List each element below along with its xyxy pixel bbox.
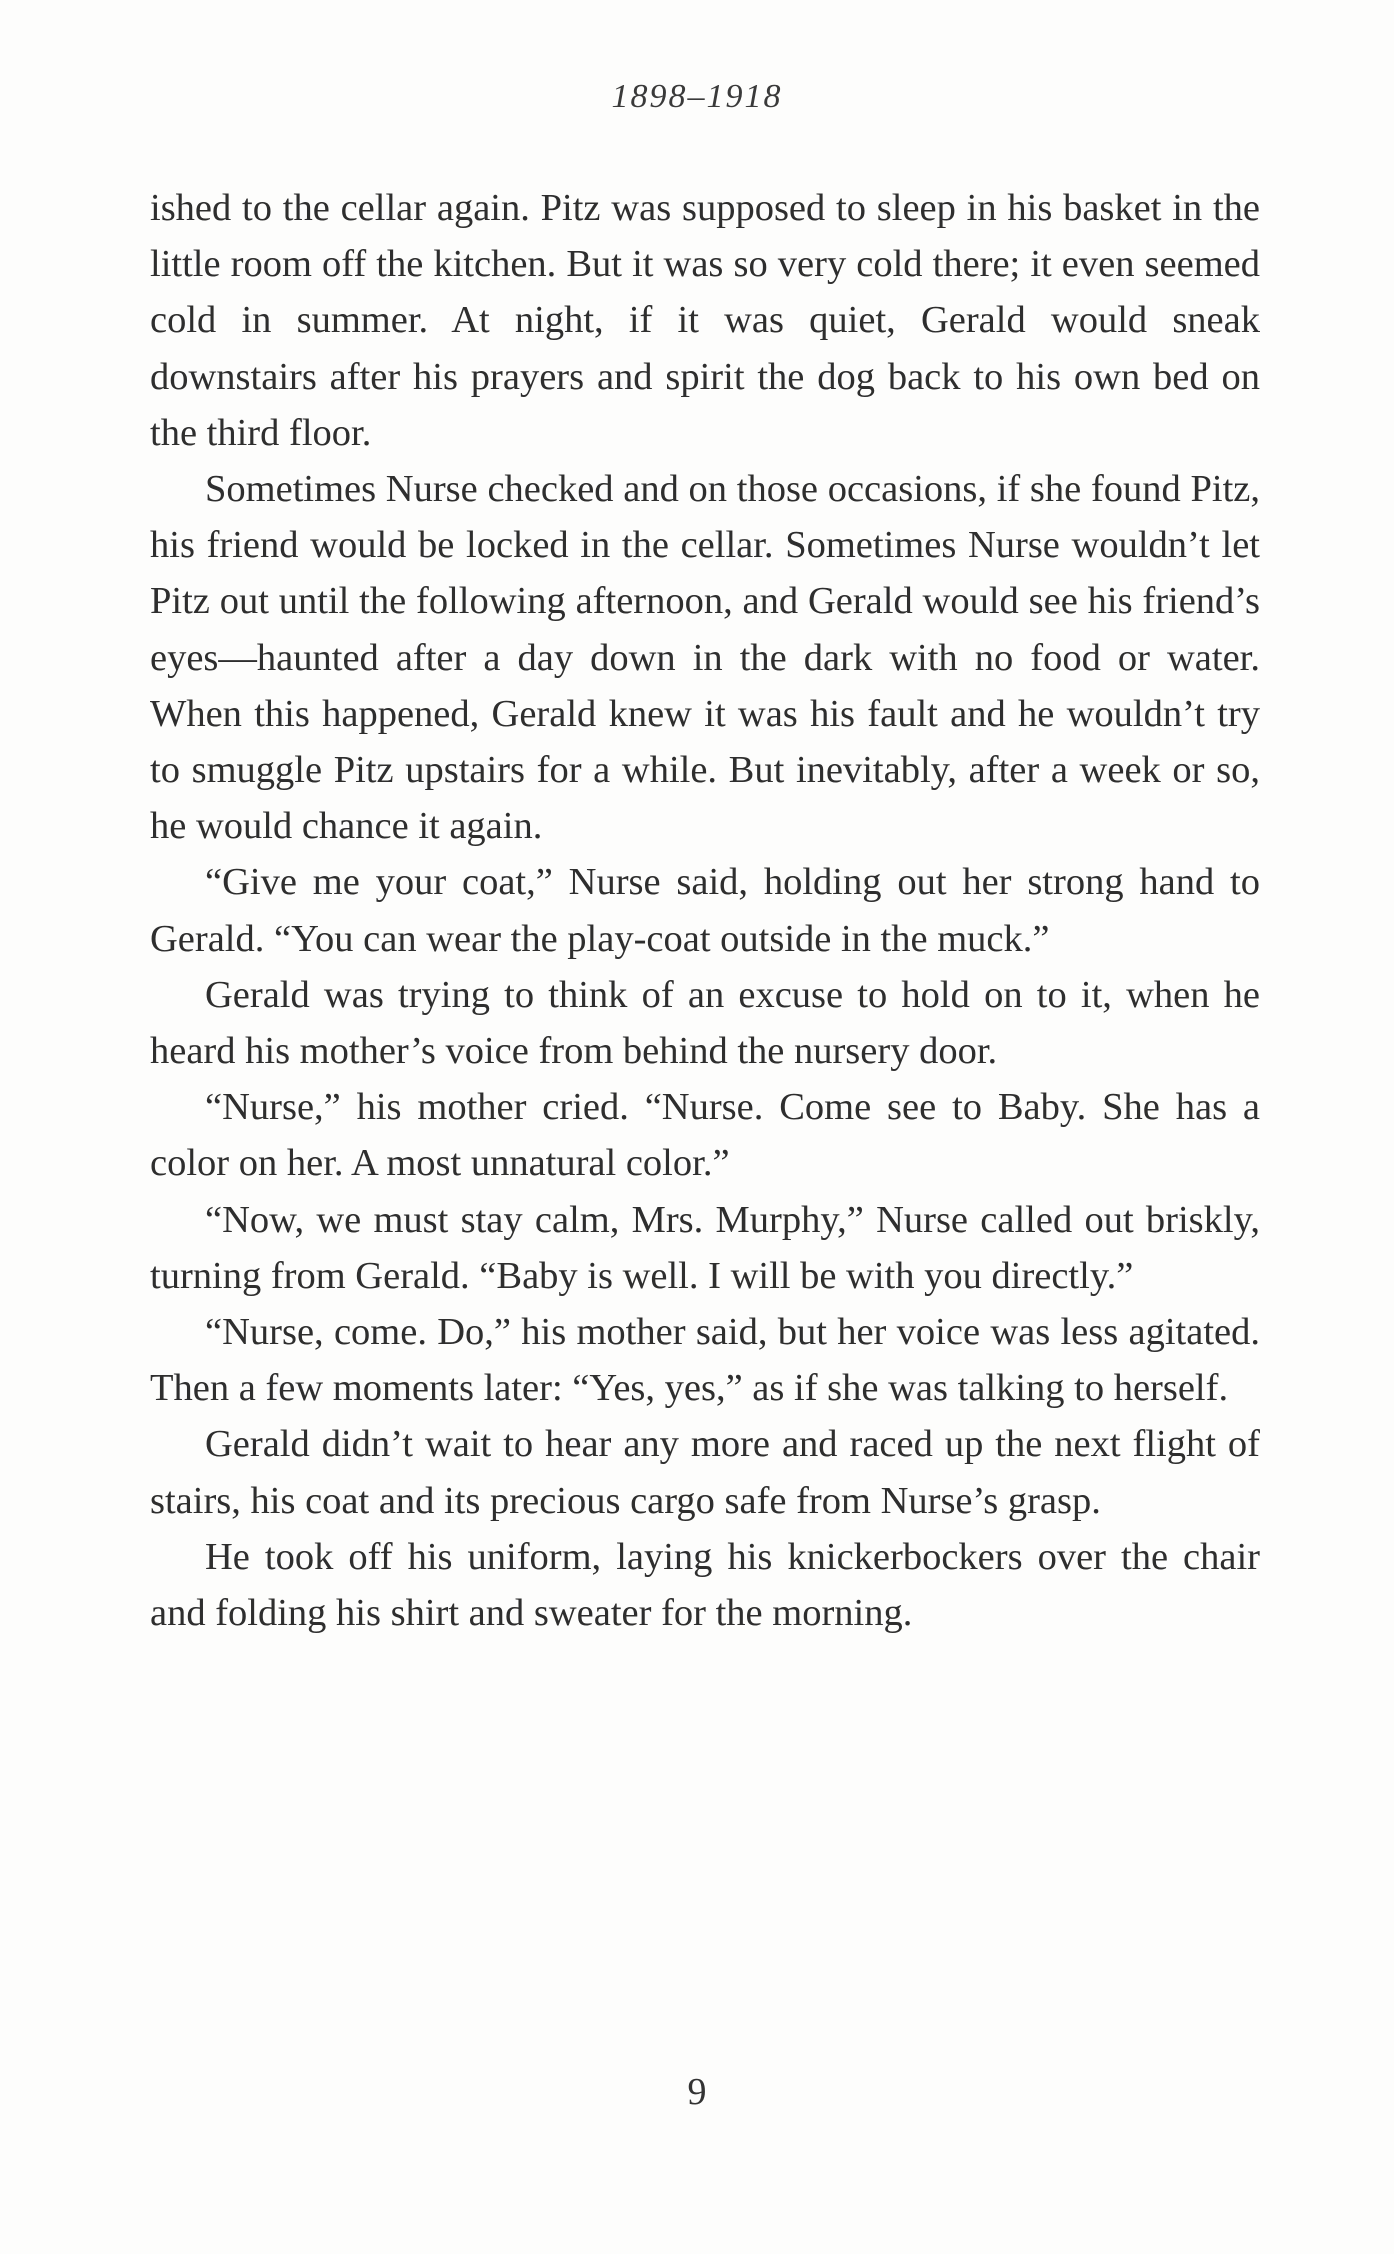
paragraph: He took off his uniform, laying his knickerbockers over the chair and folding his shirt and sweater for the morning. <box>150 1535 1260 1635</box>
paragraph: ished to the cellar again. Pitz was supposed to sleep in his basket in the little room off the kitchen. But it was so very cold there; it even seemed cold in summer. At night, if it was quiet, Gerald would sneak downstairs after his prayers and spirit the dog back to his own bed on the third floor. <box>150 187 1260 454</box>
paragraph: “Nurse, come. Do,” his mother said, but her voice was less agitated. Then a few moments later: “Yes, yes,” as if she was talking to herself. <box>150 1311 1260 1410</box>
paragraph: Sometimes Nurse checked and on those occasions, if she found Pitz, his friend would be locked in the cellar. Sometimes Nurse wouldn’t let Pitz out until the following afternoon, and Gerald would see his friend’s eyes—haunted after a day down in the dark with no food or water. When this happened, Gerald knew it was his fault and he wouldn’t try to smuggle Pitz upstairs for a while. But inevitably, after a week or so, he would chance it again. <box>150 468 1260 848</box>
paragraph: “Nurse,” his mother cried. “Nurse. Come see to Baby. She has a color on her. A most unnatural color.” <box>150 1086 1260 1185</box>
body-text <box>150 180 1260 1641</box>
paragraph: “Give me your coat,” Nurse said, holding out her strong hand to Gerald. “You can wear the play-coat outside in the muck.” <box>150 861 1260 960</box>
page-number: 9 <box>687 2071 707 2113</box>
running-head: 1898–1918 <box>611 78 783 115</box>
paragraph: Gerald was trying to think of an excuse to hold on to it, when he heard his mother’s voice from behind the nursery door. <box>150 973 1260 1073</box>
paragraph: Gerald didn’t wait to hear any more and raced up the next flight of stairs, his coat and its precious cargo safe from Nurse’s grasp. <box>150 1423 1260 1522</box>
paragraph: “Now, we must stay calm, Mrs. Murphy,” Nurse called out briskly, turning from Gerald. “Baby is well. I will be with you directly.” <box>150 1198 1260 1297</box>
